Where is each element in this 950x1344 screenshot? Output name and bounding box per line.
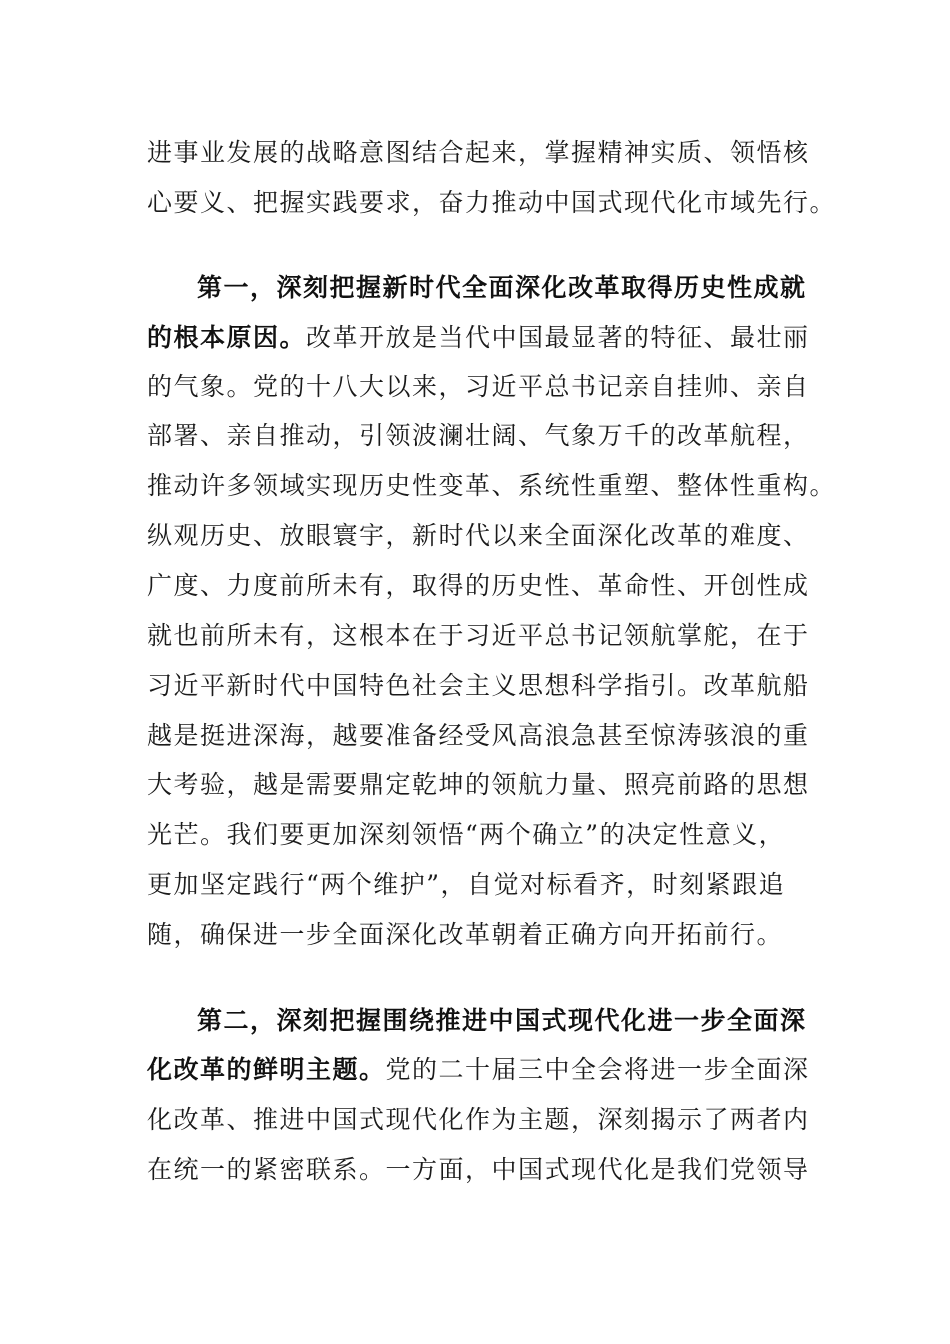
line-text: 广度、力度前所未有，取得的历史性、革命性、开创性成 xyxy=(147,571,810,600)
text-line xyxy=(147,765,810,805)
text-line xyxy=(147,566,810,606)
text-line xyxy=(147,1050,810,1090)
text-line xyxy=(147,516,810,556)
line-text: 光芒。我们要更加深刻领悟“两个确立”的决定性意义， xyxy=(147,820,786,849)
line-text: 越是挺进深海，越要准备经受风高浪急甚至惊涛骇浪的重 xyxy=(147,721,810,750)
line-text: 进事业发展的战略意图结合起来，掌握精神实质、领悟核 xyxy=(147,138,810,167)
line-text: 随，确保进一步全面深化改革朝着正确方向开拓前行。 xyxy=(147,920,784,949)
text-line xyxy=(147,915,807,955)
section-heading-line xyxy=(197,268,857,308)
section-heading: 第一，深刻把握新时代全面深化改革取得历史性成就 xyxy=(197,273,807,302)
section-heading-end: 化改革的鲜明主题。 xyxy=(147,1055,386,1084)
text-line xyxy=(147,815,807,855)
text-line xyxy=(147,1150,810,1190)
text-line xyxy=(147,666,810,706)
line-text: 大考验，越是需要鼎定乾坤的领航力量、照亮前路的思想 xyxy=(147,770,810,799)
line-text: 纵观历史、放眼寰宇，新时代以来全面深化改革的难度、 xyxy=(147,521,810,550)
text-line xyxy=(147,367,810,407)
line-text: 在统一的紧密联系。一方面，中国式现代化是我们党领导 xyxy=(147,1155,810,1184)
text-line xyxy=(147,865,807,905)
text-line xyxy=(147,416,810,456)
line-text: 习近平新时代中国特色社会主义思想科学指引。改革航船 xyxy=(147,671,810,700)
text-line xyxy=(147,318,810,358)
line-text: 的气象。党的十八大以来，习近平总书记亲自挂帅、亲自 xyxy=(147,372,810,401)
line-text: 部署、亲自推动，引领波澜壮阔、气象万千的改革航程， xyxy=(147,421,810,450)
line-text: 改革开放是当代中国最显著的特征、最壮丽 xyxy=(306,323,810,352)
line-text: 心要义、把握实践要求，奋力推动中国式现代化市域先行。 xyxy=(147,188,837,217)
line-text: 党的二十届三中全会将进一步全面深 xyxy=(385,1055,810,1084)
text-line xyxy=(147,616,810,656)
text-line xyxy=(147,133,810,173)
line-text: 化改革、推进中国式现代化作为主题，深刻揭示了两者内 xyxy=(147,1105,810,1134)
section-heading-end: 的根本原因。 xyxy=(147,323,307,352)
text-line xyxy=(147,716,810,756)
section-heading: 第二，深刻把握围绕推进中国式现代化进一步全面深 xyxy=(197,1006,807,1035)
text-line xyxy=(147,466,837,506)
line-text: 就也前所未有，这根本在于习近平总书记领航掌舵，在于 xyxy=(147,621,810,650)
text-line xyxy=(147,1100,810,1140)
section-heading-line xyxy=(197,1001,857,1041)
text-line xyxy=(147,183,837,223)
line-text: 更加坚定践行“两个维护”，自觉对标看齐，时刻紧跟追 xyxy=(147,870,786,899)
line-text: 推动许多领域实现历史性变革、系统性重塑、整体性重构。 xyxy=(147,471,837,500)
